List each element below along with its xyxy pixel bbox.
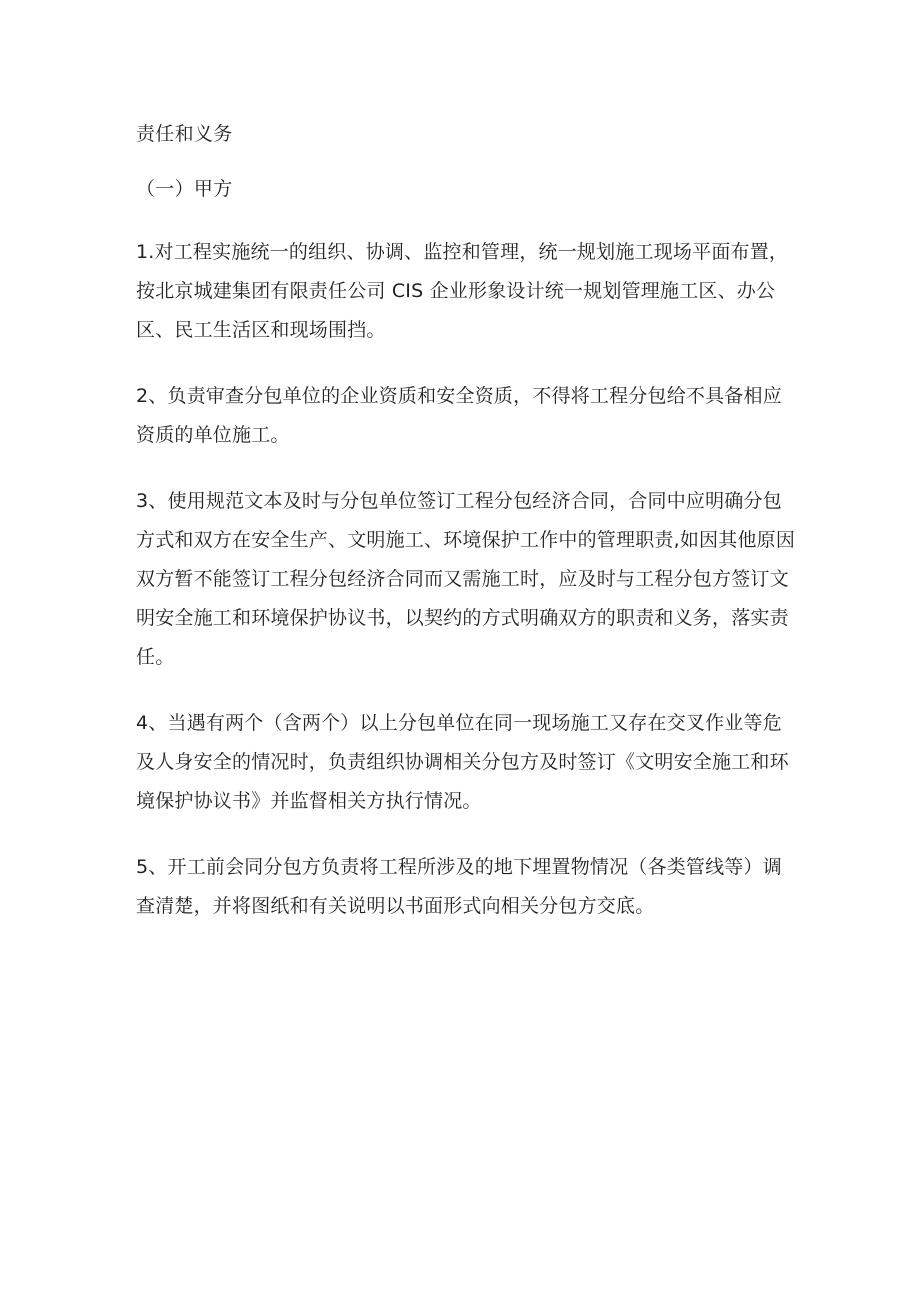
paragraph-5: 5、开工前会同分包方负责将工程所涉及的地下埋置物情况（各类管线等）调查清楚，并将图纸和有关说明以书面形式向相关分包方交底。 xyxy=(136,856,782,917)
paragraph-1: 1.对工程实施统一的组织、协调、监控和管理，统一规划施工现场平面布置，按北京城建集团有限责任公司 CIS 企业形象设计统一规划管理施工区、办公区、民工生活区和现场围挡。 xyxy=(136,241,789,341)
paragraph-3: 3、使用规范文本及时与分包单位签订工程分包经济合同，合同中应明确分包方式和双方在安全生产、文明施工、环境保护工作中的管理职责,如因其他原因双方暂不能签订工程分包经济合同而又需施工时，应及时与工程分包方签订文明安全施工和环境保护协议书，以契约的方式明确双方的职责和义务，落实责任。 xyxy=(136,490,796,668)
section-heading: （一）甲方 xyxy=(136,178,233,200)
document-body xyxy=(136,117,796,953)
document-title: 责任和义务 xyxy=(136,123,233,145)
paragraph-4: 4、当遇有两个（含两个）以上分包单位在同一现场施工又存在交叉作业等危及人身安全的情况时，负责组织协调相关分包方及时签订《文明安全施工和环境保护协议书》并监督相关方执行情况。 xyxy=(136,712,789,812)
paragraph-2: 2、负责审查分包单位的企业资质和安全资质，不得将工程分包给不具备相应资质的单位施工。 xyxy=(136,385,782,446)
